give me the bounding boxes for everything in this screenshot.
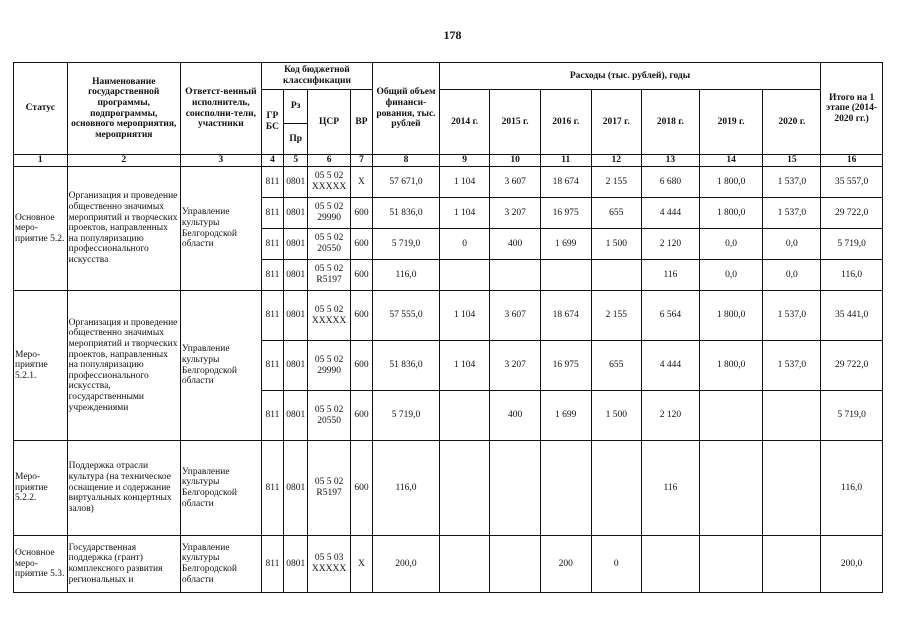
responsible-cell: Управление культуры Белгородской области [180, 536, 261, 593]
vr-cell: 600 [350, 391, 372, 441]
stage-total-cell: 29 722,0 [821, 198, 883, 229]
table-row [14, 291, 883, 341]
stage-total-cell: 29 722,0 [821, 341, 883, 391]
year-value-cell: 0,0 [763, 229, 821, 260]
grbs-cell: 811 [261, 198, 283, 229]
csr-cell: 05 5 02 20550 [308, 391, 350, 441]
vr-cell: 600 [350, 198, 372, 229]
grbs-cell: 811 [261, 341, 283, 391]
year-value-cell [699, 391, 763, 441]
total-cell: 57 555,0 [373, 291, 440, 341]
year-value-cell: 1 800,0 [699, 341, 763, 391]
year-value-cell: 1 537,0 [763, 198, 821, 229]
year-value-cell [591, 260, 642, 291]
year-value-cell: 1 104 [439, 167, 490, 198]
col-num: 15 [763, 155, 821, 167]
header-year-2020: 2020 г. [763, 90, 821, 155]
header-grbs: ГР БС [261, 90, 283, 155]
stage-total-cell: 35 557,0 [821, 167, 883, 198]
vr-cell: X [350, 167, 372, 198]
csr-cell: 05 5 02 XXXXX [308, 167, 350, 198]
year-value-cell: 1 537,0 [763, 291, 821, 341]
header-year-2014: 2014 г. [439, 90, 490, 155]
header-vr: ВР [350, 90, 372, 155]
year-value-cell: 3 607 [490, 167, 541, 198]
year-value-cell: 116 [642, 260, 700, 291]
year-value-cell: 655 [591, 198, 642, 229]
csr-cell: 05 5 02 29990 [308, 341, 350, 391]
col-num: 16 [821, 155, 883, 167]
year-value-cell: 655 [591, 341, 642, 391]
responsible-cell: Управление культуры Белгородской области [180, 167, 261, 291]
year-value-cell [699, 536, 763, 593]
year-value-cell: 1 104 [439, 291, 490, 341]
vr-cell: 600 [350, 341, 372, 391]
year-value-cell: 2 155 [591, 291, 642, 341]
year-value-cell: 1 800,0 [699, 198, 763, 229]
rzpr-cell: 0801 [284, 536, 308, 593]
vr-cell: 600 [350, 291, 372, 341]
total-cell: 116,0 [373, 260, 440, 291]
vr-cell: X [350, 536, 372, 593]
year-value-cell: 1 500 [591, 229, 642, 260]
year-value-cell [439, 441, 490, 536]
rzpr-cell: 0801 [284, 341, 308, 391]
status-cell: Меро-приятие 5.2.1. [14, 291, 68, 441]
grbs-cell: 811 [261, 441, 283, 536]
year-value-cell: 4 444 [642, 198, 700, 229]
header-csr: ЦСР [308, 90, 350, 155]
table-row [14, 441, 883, 536]
total-cell: 51 836,0 [373, 198, 440, 229]
year-value-cell: 16 975 [540, 198, 591, 229]
col-num: 8 [373, 155, 440, 167]
col-num: 3 [180, 155, 261, 167]
year-value-cell: 0,0 [699, 229, 763, 260]
col-num: 7 [350, 155, 372, 167]
year-value-cell [439, 536, 490, 593]
year-value-cell [591, 441, 642, 536]
col-num: 11 [540, 155, 591, 167]
csr-cell: 05 5 02 R5197 [308, 260, 350, 291]
year-value-cell: 2 120 [642, 229, 700, 260]
col-num: 2 [67, 155, 180, 167]
header-year-2018: 2018 г. [642, 90, 700, 155]
grbs-cell: 811 [261, 291, 283, 341]
year-value-cell: 116 [642, 441, 700, 536]
year-value-cell: 400 [490, 391, 541, 441]
year-value-cell [763, 441, 821, 536]
header-status: Статус [14, 63, 68, 155]
col-num: 1 [14, 155, 68, 167]
vr-cell: 600 [350, 229, 372, 260]
rzpr-cell: 0801 [284, 260, 308, 291]
year-value-cell [540, 260, 591, 291]
total-cell: 5 719,0 [373, 229, 440, 260]
year-value-cell: 0,0 [699, 260, 763, 291]
year-value-cell: 1 500 [591, 391, 642, 441]
column-number-row [14, 155, 883, 167]
rzpr-cell: 0801 [284, 441, 308, 536]
year-value-cell: 0 [439, 229, 490, 260]
vr-cell: 600 [350, 441, 372, 536]
year-value-cell: 6 680 [642, 167, 700, 198]
year-value-cell: 16 975 [540, 341, 591, 391]
year-value-cell [763, 391, 821, 441]
year-value-cell: 0,0 [763, 260, 821, 291]
header-stage-total: Итого на 1 этапе (2014-2020 гг.) [821, 63, 883, 155]
total-cell: 200,0 [373, 536, 440, 593]
status-cell: Меро-приятие 5.2.2. [14, 441, 68, 536]
budget-table [13, 62, 883, 593]
rzpr-cell: 0801 [284, 229, 308, 260]
year-value-cell: 3 207 [490, 198, 541, 229]
csr-cell: 05 5 03 XXXXX [308, 536, 350, 593]
stage-total-cell: 116,0 [821, 441, 883, 536]
header-expenses: Расходы (тыс. рублей), годы [439, 63, 820, 90]
year-value-cell [540, 441, 591, 536]
col-num: 13 [642, 155, 700, 167]
name-cell: Организация и проведение общественно значимых мероприятий и творческих проектов, направленных на популяризацию профессионального искусства [67, 167, 180, 291]
page-number: 178 [443, 28, 462, 42]
year-value-cell: 1 537,0 [763, 341, 821, 391]
year-value-cell [490, 441, 541, 536]
header-pr: Пр [284, 124, 308, 155]
total-cell: 116,0 [373, 441, 440, 536]
grbs-cell: 811 [261, 536, 283, 593]
csr-cell: 05 5 02 20550 [308, 229, 350, 260]
header-rz: Рз [284, 90, 308, 124]
responsible-cell: Управление культуры Белгородской области [180, 291, 261, 441]
grbs-cell: 811 [261, 260, 283, 291]
year-value-cell: 18 674 [540, 167, 591, 198]
header-year-2016: 2016 г. [540, 90, 591, 155]
header-year-2017: 2017 г. [591, 90, 642, 155]
header-name: Наименование государственной программы, подпрограммы, основного мероприятия, мероприятия [67, 63, 180, 155]
rzpr-cell: 0801 [284, 391, 308, 441]
year-value-cell: 1 104 [439, 341, 490, 391]
stage-total-cell: 35 441,0 [821, 291, 883, 341]
rzpr-cell: 0801 [284, 198, 308, 229]
year-value-cell: 18 674 [540, 291, 591, 341]
year-value-cell: 1 800,0 [699, 167, 763, 198]
total-cell: 57 671,0 [373, 167, 440, 198]
name-cell: Государственная поддержка (грант) комплексного развития региональных и [67, 536, 180, 593]
header-responsible: Ответст-венный исполнитель, соисполни-тели, участники [180, 63, 261, 155]
table-row [14, 167, 883, 198]
year-value-cell [490, 260, 541, 291]
name-cell: Организация и проведение общественно значимых мероприятий и творческих проектов, направленных на популяризацию профессионального искусства, государственными учреждениями [67, 291, 180, 441]
year-value-cell [699, 441, 763, 536]
rzpr-cell: 0801 [284, 291, 308, 341]
year-value-cell: 3 607 [490, 291, 541, 341]
rzpr-cell: 0801 [284, 167, 308, 198]
col-num: 5 [284, 155, 308, 167]
stage-total-cell: 200,0 [821, 536, 883, 593]
col-num: 12 [591, 155, 642, 167]
total-cell: 5 719,0 [373, 391, 440, 441]
col-num: 14 [699, 155, 763, 167]
year-value-cell [642, 536, 700, 593]
grbs-cell: 811 [261, 167, 283, 198]
status-cell: Основное меро-приятие 5.3. [14, 536, 68, 593]
vr-cell: 600 [350, 260, 372, 291]
table-row [14, 536, 883, 593]
stage-total-cell: 5 719,0 [821, 391, 883, 441]
year-value-cell [439, 391, 490, 441]
col-num: 9 [439, 155, 490, 167]
year-value-cell: 400 [490, 229, 541, 260]
grbs-cell: 811 [261, 229, 283, 260]
col-num: 10 [490, 155, 541, 167]
year-value-cell: 1 699 [540, 229, 591, 260]
csr-cell: 05 5 02 R5197 [308, 441, 350, 536]
year-value-cell: 6 564 [642, 291, 700, 341]
header-year-2015: 2015 г. [490, 90, 541, 155]
col-num: 6 [308, 155, 350, 167]
csr-cell: 05 5 02 XXXXX [308, 291, 350, 341]
header-total: Общий объем финанси-рования, тыс. рублей [373, 63, 440, 155]
year-value-cell: 4 444 [642, 341, 700, 391]
year-value-cell [763, 536, 821, 593]
stage-total-cell: 5 719,0 [821, 229, 883, 260]
year-value-cell: 2 120 [642, 391, 700, 441]
header-year-2019: 2019 г. [699, 90, 763, 155]
col-num: 4 [261, 155, 283, 167]
year-value-cell [439, 260, 490, 291]
year-value-cell: 200 [540, 536, 591, 593]
csr-cell: 05 5 02 29990 [308, 198, 350, 229]
name-cell: Поддержка отрасли культура (на техническое оснащение и содержание виртуальных концертных залов) [67, 441, 180, 536]
status-cell: Основное меро-приятие 5.2. [14, 167, 68, 291]
year-value-cell: 1 537,0 [763, 167, 821, 198]
year-value-cell: 1 699 [540, 391, 591, 441]
header-budget-code: Код бюджетной классификации [261, 63, 372, 90]
year-value-cell [490, 536, 541, 593]
responsible-cell: Управление культуры Белгородской области [180, 441, 261, 536]
year-value-cell: 0 [591, 536, 642, 593]
year-value-cell: 1 104 [439, 198, 490, 229]
stage-total-cell: 116,0 [821, 260, 883, 291]
grbs-cell: 811 [261, 391, 283, 441]
year-value-cell: 2 155 [591, 167, 642, 198]
year-value-cell: 1 800,0 [699, 291, 763, 341]
total-cell: 51 836,0 [373, 341, 440, 391]
year-value-cell: 3 207 [490, 341, 541, 391]
